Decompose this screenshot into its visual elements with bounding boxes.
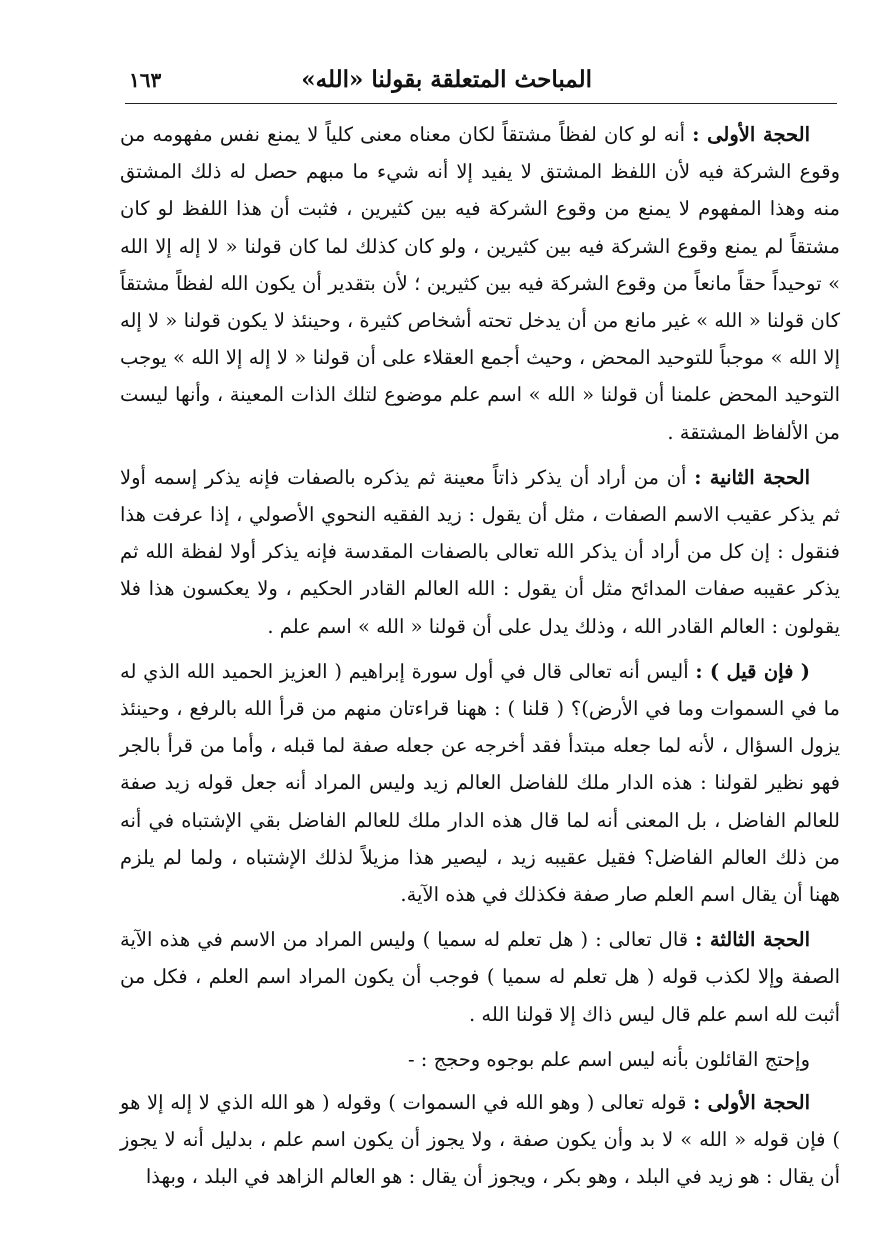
running-title: المباحث المتعلقة بقولنا «الله» bbox=[301, 66, 592, 93]
paragraph-lead: الحجة الثالثة : bbox=[695, 928, 810, 952]
body-text bbox=[120, 116, 840, 1196]
paragraph-text: أن من أراد أن يذكر ذاتاً معينة ثم يذكره بالصفات فإنه يذكر إسمه أولا ثم يذكر عقيب الاسم الصفات ، مثل أن يقول : زيد الفقيه النحوي الأصولي ، إذا عرفت هذا فنقول : إن كل من أراد أن يذكر الله تعالى بالصفات المقدسة فإنه يذكر أولا لفظة الله ثم يذكر عقيبه صفات المدائح مثل أن يقول : الله العالم القادر الحكيم ، ولا يعكسون هذا فلا يقولون : العالم القادر الله ، وذلك يدل على أن قولنا « الله » اسم علم . bbox=[120, 465, 840, 638]
paragraph-objection bbox=[120, 653, 840, 913]
paragraph-text: وإحتج القائلون بأنه ليس اسم علم بوجوه وحجج : - bbox=[408, 1047, 810, 1071]
paragraph-second-argument bbox=[120, 459, 840, 645]
paragraph-opponents-intro bbox=[120, 1041, 840, 1078]
paragraph-lead: الحجة الأولى : bbox=[693, 1091, 810, 1115]
paragraph-text: أليس أنه تعالى قال في أول سورة إبراهيم ( العزيز الحميد الله الذي له ما في السموات وما في الأرض)؟ ( قلنا ) : ههنا قراءتان منهم من قرأ الله بالرفع ، وحينئذ يزول السؤال ، لأنه لما جعله مبتدأ فقد أخرجه عن جعله صفة لما قبله ، وأما من قرأ بالجر فهو نظير لقولنا : هذه الدار ملك للفاضل العالم زيد وليس المراد أنه جعل قوله زيد صفة للعالم الفاضل ، بل المعنى أنه لما قال هذه الدار ملك للعالم الفاضل بقي الإشتباه في أنه من ذلك العالم الفاضل؟ فقيل عقيبه زيد ، ليصير هذا مزيلاً لذلك الإشتباه ، ولما لم يلزم ههنا أن يقال اسم العلم صار صفة فكذلك في هذه الآية. bbox=[120, 659, 840, 907]
paragraph-third-argument bbox=[120, 921, 840, 1033]
paragraph-text: قال تعالى : ( هل تعلم له سميا ) وليس المراد من الاسم في هذه الآية الصفة وإلا لكذب قوله ( هل تعلم له سميا ) فوجب أن يكون المراد اسم العلم ، فكل من أثبت لله اسم علم قال ليس ذاك إلا قولنا الله . bbox=[120, 928, 840, 1026]
paragraph-text: أنه لو كان لفظاً مشتقاً لكان معناه معنى كلياً لا يمنع نفس مفهومه من وقوع الشركة فيه لأن اللفظ المشتق لا يفيد إلا أنه شيء ما مبهم حصل له ذلك المشتق منه وهذا المفهوم لا يمنع من وقوع الشركة فيه بين كثيرين ، فثبت أن هذا اللفظ لو كان مشتقاً لم يمنع وقوع الشركة فيه بين كثيرين ، ولو كان كذلك لما كان قولنا « لا إله إلا الله » توحيداً حقاً مانعاً من وقوع الشركة فيه بين كثيرين ؛ لأن بتقدير أن يكون الله لفظاً مشتقاً كان قولنا « الله » غير مانع من أن يدخل تحته أشخاص كثيرة ، وحينئذ لا يكون قولنا « لا إله إلا الله » موجباً للتوحيد المحض ، وحيث أجمع العقلاء على أن قولنا « لا إله إلا الله » يوجب التوحيد المحض علمنا أن قولنا « الله » اسم علم موضوع لتلك الذات المعينة ، وأنها ليست من الألفاظ المشتقة . bbox=[120, 123, 840, 444]
paragraph-lead: الحجة الأولى : bbox=[692, 123, 810, 146]
paragraph-lead: الحجة الثانية : bbox=[694, 465, 811, 489]
running-header bbox=[125, 62, 837, 102]
paragraph-lead: ( فإن قيل ) : bbox=[695, 659, 810, 683]
paragraph-text: قوله تعالى ( وهو الله في السموات ) وقوله ( هو الله الذي لا إله إلا هو ) فإن قوله « الله » لا بد وأن يكون صفة ، ولا يجوز أن يكون اسم علم ، بدليل أنه لا يجوز أن يقال : هو زيد في البلد ، وهو بكر ، ويجوز أن يقال : هو العالم الزاهد في البلد ، وبهذا bbox=[120, 1091, 840, 1189]
paragraph-first-argument bbox=[120, 116, 840, 451]
header-rule bbox=[125, 103, 837, 104]
page-number: ١٦٣ bbox=[129, 68, 162, 92]
paragraph-opponents-first-argument bbox=[120, 1084, 840, 1196]
